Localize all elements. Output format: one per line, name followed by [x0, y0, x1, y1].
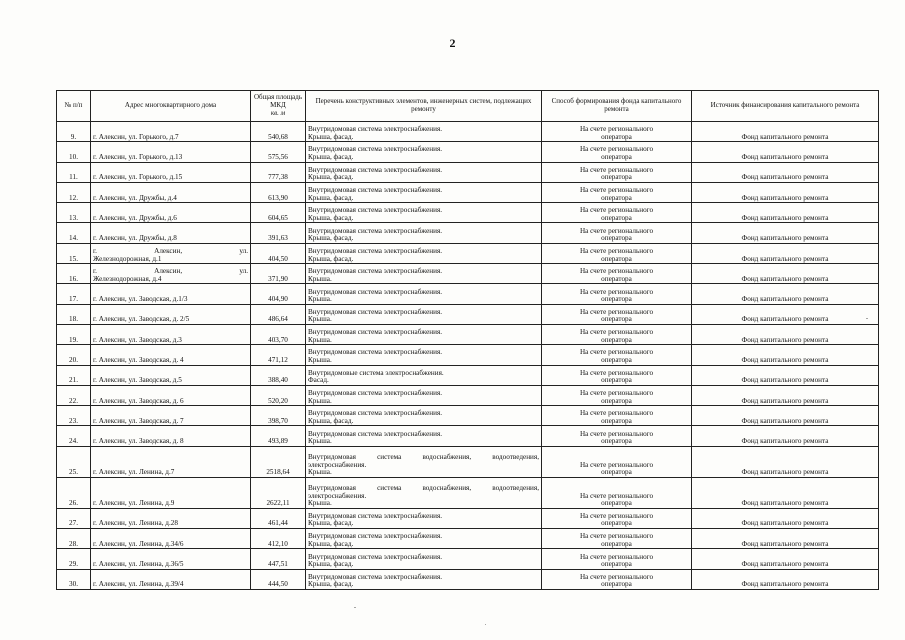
row-number: 21.	[57, 365, 91, 385]
element-line: Крыша.	[308, 315, 332, 324]
row-number: 23.	[57, 406, 91, 426]
address-line: Железнодорожная, д.1	[93, 254, 162, 263]
method-line: На счете регионального	[579, 206, 654, 215]
element-line: Внутридомовая система электроснабжения.	[308, 429, 443, 438]
row-address: г. Алексин, ул. Горького, д.7	[91, 122, 251, 142]
row-number: 13.	[57, 203, 91, 223]
row-area: 613,90	[251, 182, 306, 202]
row-elements	[306, 182, 542, 202]
method-line: На счете регионального	[579, 186, 654, 195]
element-line: Крыша, фасад.	[308, 173, 354, 182]
row-elements	[306, 365, 542, 385]
row-method	[542, 304, 692, 324]
row-source: Фонд капитального ремонта	[692, 569, 879, 589]
row-address: г. Алексин, ул. Ленина, д.7	[91, 446, 251, 477]
row-source: Фонд капитального ремонта	[692, 529, 879, 549]
row-elements	[306, 284, 542, 304]
element-line: Крыша.	[308, 468, 332, 477]
row-area: 388,40	[251, 365, 306, 385]
method-line: оператора	[601, 519, 632, 528]
element-line: Крыша.	[308, 499, 332, 508]
element-line: Крыша.	[308, 274, 332, 283]
row-method	[542, 162, 692, 182]
row-number: 15.	[57, 243, 91, 263]
element-line: Внутридомовая система электроснабжения.	[308, 328, 443, 337]
row-address: г. Алексин, ул. Ленина, д.36/5	[91, 549, 251, 569]
element-line: Крыша.	[308, 396, 332, 405]
method-line: оператора	[601, 468, 632, 477]
row-number: 19.	[57, 324, 91, 344]
row-number: 24.	[57, 426, 91, 446]
row-elements	[306, 406, 542, 426]
element-line: Крыша, фасад.	[308, 416, 354, 425]
row-number: 18.	[57, 304, 91, 324]
row-area: 444,50	[251, 569, 306, 589]
element-line: Внутридомовая система электроснабжения.	[308, 287, 443, 296]
row-address: г. Алексин, ул. Горького, д.15	[91, 162, 251, 182]
table-row	[57, 324, 879, 344]
element-line: Крыша, фасад.	[308, 580, 354, 589]
row-method	[542, 365, 692, 385]
row-number: 25.	[57, 446, 91, 477]
row-number: 17.	[57, 284, 91, 304]
method-line: оператора	[601, 315, 632, 324]
table-row	[57, 569, 879, 589]
row-source: Фонд капитального ремонта	[692, 142, 879, 162]
row-method	[542, 345, 692, 365]
method-line: На счете регионального	[579, 460, 654, 469]
header-elements: Перечень конструктивных элементов, инженерных систем, подлежащих ремонту	[306, 91, 542, 122]
row-method	[542, 203, 692, 223]
method-line: На счете регионального	[579, 511, 654, 520]
row-address: г. Алексин, ул. Дружбы, д.8	[91, 223, 251, 243]
method-line: На счете регионального	[579, 552, 654, 561]
method-line: На счете регионального	[579, 287, 654, 296]
row-method	[542, 284, 692, 304]
table-row	[57, 304, 879, 324]
row-area: 777,38	[251, 162, 306, 182]
row-method	[542, 243, 692, 263]
scan-speck	[354, 607, 356, 608]
row-elements	[306, 264, 542, 284]
method-line: На счете регионального	[579, 328, 654, 337]
address-line: Железнодорожная, д.4	[93, 274, 162, 283]
row-number: 27.	[57, 508, 91, 528]
method-line: На счете регионального	[579, 125, 654, 134]
row-number: 10.	[57, 142, 91, 162]
method-line: оператора	[601, 376, 632, 385]
element-line: Крыша, фасад.	[308, 153, 354, 162]
row-number: 14.	[57, 223, 91, 243]
row-address: г. Алексин, ул. Заводская, д.3	[91, 324, 251, 344]
element-line: Внутридомовая система водоснабжения, водоотведения,	[308, 484, 539, 493]
row-area: 404,50	[251, 243, 306, 263]
row-source: Фонд капитального ремонта	[692, 203, 879, 223]
row-elements	[306, 508, 542, 528]
element-line: Внутридомовые система электроснабжения.	[308, 368, 444, 377]
method-line: На счете регионального	[579, 348, 654, 357]
row-method	[542, 182, 692, 202]
row-source: Фонд капитального ремонта	[692, 426, 879, 446]
method-line: оператора	[601, 213, 632, 222]
method-line: На счете регионального	[579, 572, 654, 581]
table-row	[57, 264, 879, 284]
method-line: На счете регионального	[579, 409, 654, 418]
page-number: 2	[449, 36, 456, 50]
element-line: Крыша, фасад.	[308, 519, 354, 528]
table-row	[57, 182, 879, 202]
table-row	[57, 122, 879, 142]
table-row	[57, 162, 879, 182]
element-line: Крыша.	[308, 437, 332, 446]
method-line: оператора	[601, 560, 632, 569]
element-line: Внутридомовая система электроснабжения.	[308, 307, 443, 316]
row-elements	[306, 142, 542, 162]
row-elements	[306, 477, 542, 508]
method-line: оператора	[601, 416, 632, 425]
table-row	[57, 477, 879, 508]
row-number: 12.	[57, 182, 91, 202]
row-number: 20.	[57, 345, 91, 365]
element-line: Фасад.	[308, 376, 329, 385]
row-method	[542, 569, 692, 589]
method-line: На счете регионального	[579, 491, 654, 500]
row-number: 26.	[57, 477, 91, 508]
row-address: г. Алексин, ул. Заводская, д.1/3	[91, 284, 251, 304]
row-elements	[306, 426, 542, 446]
row-area: 412,10	[251, 529, 306, 549]
element-line: электроснабжения.	[308, 460, 367, 469]
element-line: Внутридомовая система электроснабжения.	[308, 226, 443, 235]
row-area: 461,44	[251, 508, 306, 528]
row-address	[91, 264, 251, 284]
row-area: 404,90	[251, 284, 306, 304]
element-line: Внутридомовая система электроснабжения.	[308, 511, 443, 520]
table-row	[57, 385, 879, 405]
element-line: Крыша.	[308, 356, 332, 364]
method-line: На счете регионального	[579, 267, 654, 276]
row-source: Фонд капитального ремонта	[692, 264, 879, 284]
row-area: 2518,64	[251, 446, 306, 477]
table-row	[57, 345, 879, 365]
row-source: Фонд капитального ремонта	[692, 122, 879, 142]
row-source: Фонд капитального ремонта	[692, 385, 879, 405]
row-address: г. Алексин, ул. Ленина, д.34/6	[91, 529, 251, 549]
method-line: оператора	[601, 580, 632, 589]
method-line: На счете регионального	[579, 429, 654, 438]
row-elements	[306, 203, 542, 223]
row-address: г. Алексин, ул. Заводская, д. 8	[91, 426, 251, 446]
element-line: Внутридомовая система электроснабжения.	[308, 267, 443, 276]
row-source: Фонд капитального ремонта	[692, 223, 879, 243]
row-elements	[306, 446, 542, 477]
method-line: оператора	[601, 193, 632, 202]
method-line: оператора	[601, 234, 632, 243]
row-area: 371,90	[251, 264, 306, 284]
row-method	[542, 223, 692, 243]
table-body	[57, 122, 879, 590]
method-line: оператора	[601, 539, 632, 548]
row-address: г. Алексин, ул. Заводская, д. 2/5	[91, 304, 251, 324]
row-number: 29.	[57, 549, 91, 569]
table-row	[57, 549, 879, 569]
row-source: Фонд капитального ремонта	[692, 162, 879, 182]
row-source: Фонд капитального ремонта	[692, 345, 879, 365]
element-line: Внутридомовая система электроснабжения.	[308, 165, 443, 174]
row-elements	[306, 549, 542, 569]
row-method	[542, 264, 692, 284]
row-source: Фонд капитального ремонта	[692, 508, 879, 528]
row-elements	[306, 243, 542, 263]
row-method	[542, 142, 692, 162]
method-line: оператора	[601, 295, 632, 304]
element-line: Крыша, фасад.	[308, 560, 354, 569]
row-area: 403,70	[251, 324, 306, 344]
method-line: оператора	[601, 132, 632, 141]
row-address: г. Алексин, ул. Дружбы, д.6	[91, 203, 251, 223]
scan-speck	[866, 318, 868, 319]
element-line: Внутридомовая система электроснабжения.	[308, 572, 443, 581]
table-row	[57, 365, 879, 385]
address-line: г. Алексин, ул.	[93, 267, 248, 276]
row-elements	[306, 345, 542, 365]
row-source: Фонд капитального ремонта	[692, 477, 879, 508]
element-line: Крыша, фасад.	[308, 234, 354, 243]
row-source: Фонд капитального ремонта	[692, 549, 879, 569]
row-number: 11.	[57, 162, 91, 182]
row-method	[542, 324, 692, 344]
row-source: Фонд капитального ремонта	[692, 304, 879, 324]
element-line: электроснабжения.	[308, 491, 367, 500]
row-address: г. Алексин, ул. Ленина, д.9	[91, 477, 251, 508]
row-method	[542, 446, 692, 477]
row-method	[542, 549, 692, 569]
row-number: 9.	[57, 122, 91, 142]
row-number: 28.	[57, 529, 91, 549]
method-line: На счете регионального	[579, 226, 654, 235]
method-line: На счете регионального	[579, 368, 654, 377]
row-number: 30.	[57, 569, 91, 589]
element-line: Внутридомовая система электроснабжения.	[308, 389, 443, 398]
row-address	[91, 243, 251, 263]
row-source: Фонд капитального ремонта	[692, 365, 879, 385]
row-elements	[306, 223, 542, 243]
element-line: Крыша, фасад.	[308, 254, 354, 263]
header-method: Способ формирования фонда капитального ремонта	[542, 91, 692, 122]
row-source: Фонд капитального ремонта	[692, 284, 879, 304]
row-area: 2622,11	[251, 477, 306, 508]
scan-speck	[485, 624, 486, 625]
method-line: На счете регионального	[579, 145, 654, 154]
header-address: Адрес многоквартирного дома	[91, 91, 251, 122]
row-elements	[306, 529, 542, 549]
element-line: Крыша.	[308, 335, 332, 344]
row-area: 391,63	[251, 223, 306, 243]
table-row	[57, 426, 879, 446]
header-area	[251, 91, 306, 122]
method-line: На счете регионального	[579, 532, 654, 541]
header-area-unit: кв. м	[270, 108, 286, 117]
method-line: На счете регионального	[579, 389, 654, 398]
method-line: оператора	[601, 437, 632, 446]
row-elements	[306, 385, 542, 405]
element-line: Внутридомовая система электроснабжения.	[308, 552, 443, 561]
row-area: 486,64	[251, 304, 306, 324]
method-line: На счете регионального	[579, 246, 654, 255]
method-line: оператора	[601, 254, 632, 263]
element-line: Крыша.	[308, 295, 332, 304]
header-area-label: Общая площадь МКД	[253, 93, 303, 110]
row-address: г. Алексин, ул. Ленина, д.39/4	[91, 569, 251, 589]
element-line: Внутридомовая система водоснабжения, водоотведения,	[308, 453, 539, 462]
row-elements	[306, 304, 542, 324]
row-area: 398,70	[251, 406, 306, 426]
table-row	[57, 446, 879, 477]
method-line: оператора	[601, 153, 632, 162]
method-line: оператора	[601, 356, 632, 364]
method-line: оператора	[601, 173, 632, 182]
element-line: Внутридомовая система электроснабжения.	[308, 145, 443, 154]
row-method	[542, 406, 692, 426]
element-line: Внутридомовая система электроснабжения.	[308, 348, 443, 357]
table-row	[57, 508, 879, 528]
element-line: Внутридомовая система электроснабжения.	[308, 246, 443, 255]
repair-program-table	[56, 90, 879, 590]
row-method	[542, 426, 692, 446]
method-line: оператора	[601, 499, 632, 508]
row-area: 575,56	[251, 142, 306, 162]
row-address: г. Алексин, ул. Горького, д.13	[91, 142, 251, 162]
table-row	[57, 203, 879, 223]
row-area: 540,68	[251, 122, 306, 142]
row-method	[542, 385, 692, 405]
table-row	[57, 284, 879, 304]
row-area: 471,12	[251, 345, 306, 365]
row-method	[542, 122, 692, 142]
table-row	[57, 406, 879, 426]
row-elements	[306, 122, 542, 142]
element-line: Крыша, фасад.	[308, 132, 354, 141]
row-source: Фонд капитального ремонта	[692, 243, 879, 263]
row-method	[542, 477, 692, 508]
row-source: Фонд капитального ремонта	[692, 446, 879, 477]
row-elements	[306, 569, 542, 589]
table-row	[57, 529, 879, 549]
row-source: Фонд капитального ремонта	[692, 406, 879, 426]
table-header	[57, 91, 879, 122]
method-line: оператора	[601, 335, 632, 344]
row-number: 16.	[57, 264, 91, 284]
row-method	[542, 529, 692, 549]
row-source: Фонд капитального ремонта	[692, 324, 879, 344]
method-line: На счете регионального	[579, 165, 654, 174]
element-line: Крыша, фасад.	[308, 213, 354, 222]
row-address: г. Алексин, ул. Заводская, д.5	[91, 365, 251, 385]
element-line: Крыша, фасад.	[308, 539, 354, 548]
table-row	[57, 243, 879, 263]
row-elements	[306, 162, 542, 182]
row-address: г. Алексин, ул. Заводская, д. 6	[91, 385, 251, 405]
table-row	[57, 142, 879, 162]
row-area: 520,20	[251, 385, 306, 405]
table-row	[57, 223, 879, 243]
header-num: № п/п	[57, 91, 91, 122]
row-area: 604,65	[251, 203, 306, 223]
row-area: 447,51	[251, 549, 306, 569]
row-elements	[306, 324, 542, 344]
row-address: г. Алексин, ул. Дружбы, д.4	[91, 182, 251, 202]
row-address: г. Алексин, ул. Заводская, д. 7	[91, 406, 251, 426]
row-area: 493,89	[251, 426, 306, 446]
method-line: оператора	[601, 274, 632, 283]
row-source: Фонд капитального ремонта	[692, 182, 879, 202]
address-line: г. Алексин, ул.	[93, 246, 248, 255]
header-row	[57, 91, 879, 122]
element-line: Внутридомовая система электроснабжения.	[308, 125, 443, 134]
row-method	[542, 508, 692, 528]
method-line: На счете регионального	[579, 307, 654, 316]
row-number: 22.	[57, 385, 91, 405]
row-address: г. Алексин, ул. Ленина, д.28	[91, 508, 251, 528]
row-address: г. Алексин, ул. Заводская, д. 4	[91, 345, 251, 365]
element-line: Внутридомовая система электроснабжения.	[308, 206, 443, 215]
header-source: Источник финансирования капитального ремонта	[692, 91, 879, 122]
element-line: Внутридомовая система электроснабжения.	[308, 186, 443, 195]
element-line: Внутридомовая система электроснабжения.	[308, 409, 443, 418]
element-line: Внутридомовая система электроснабжения.	[308, 532, 443, 541]
method-line: оператора	[601, 396, 632, 405]
element-line: Крыша, фасад.	[308, 193, 354, 202]
